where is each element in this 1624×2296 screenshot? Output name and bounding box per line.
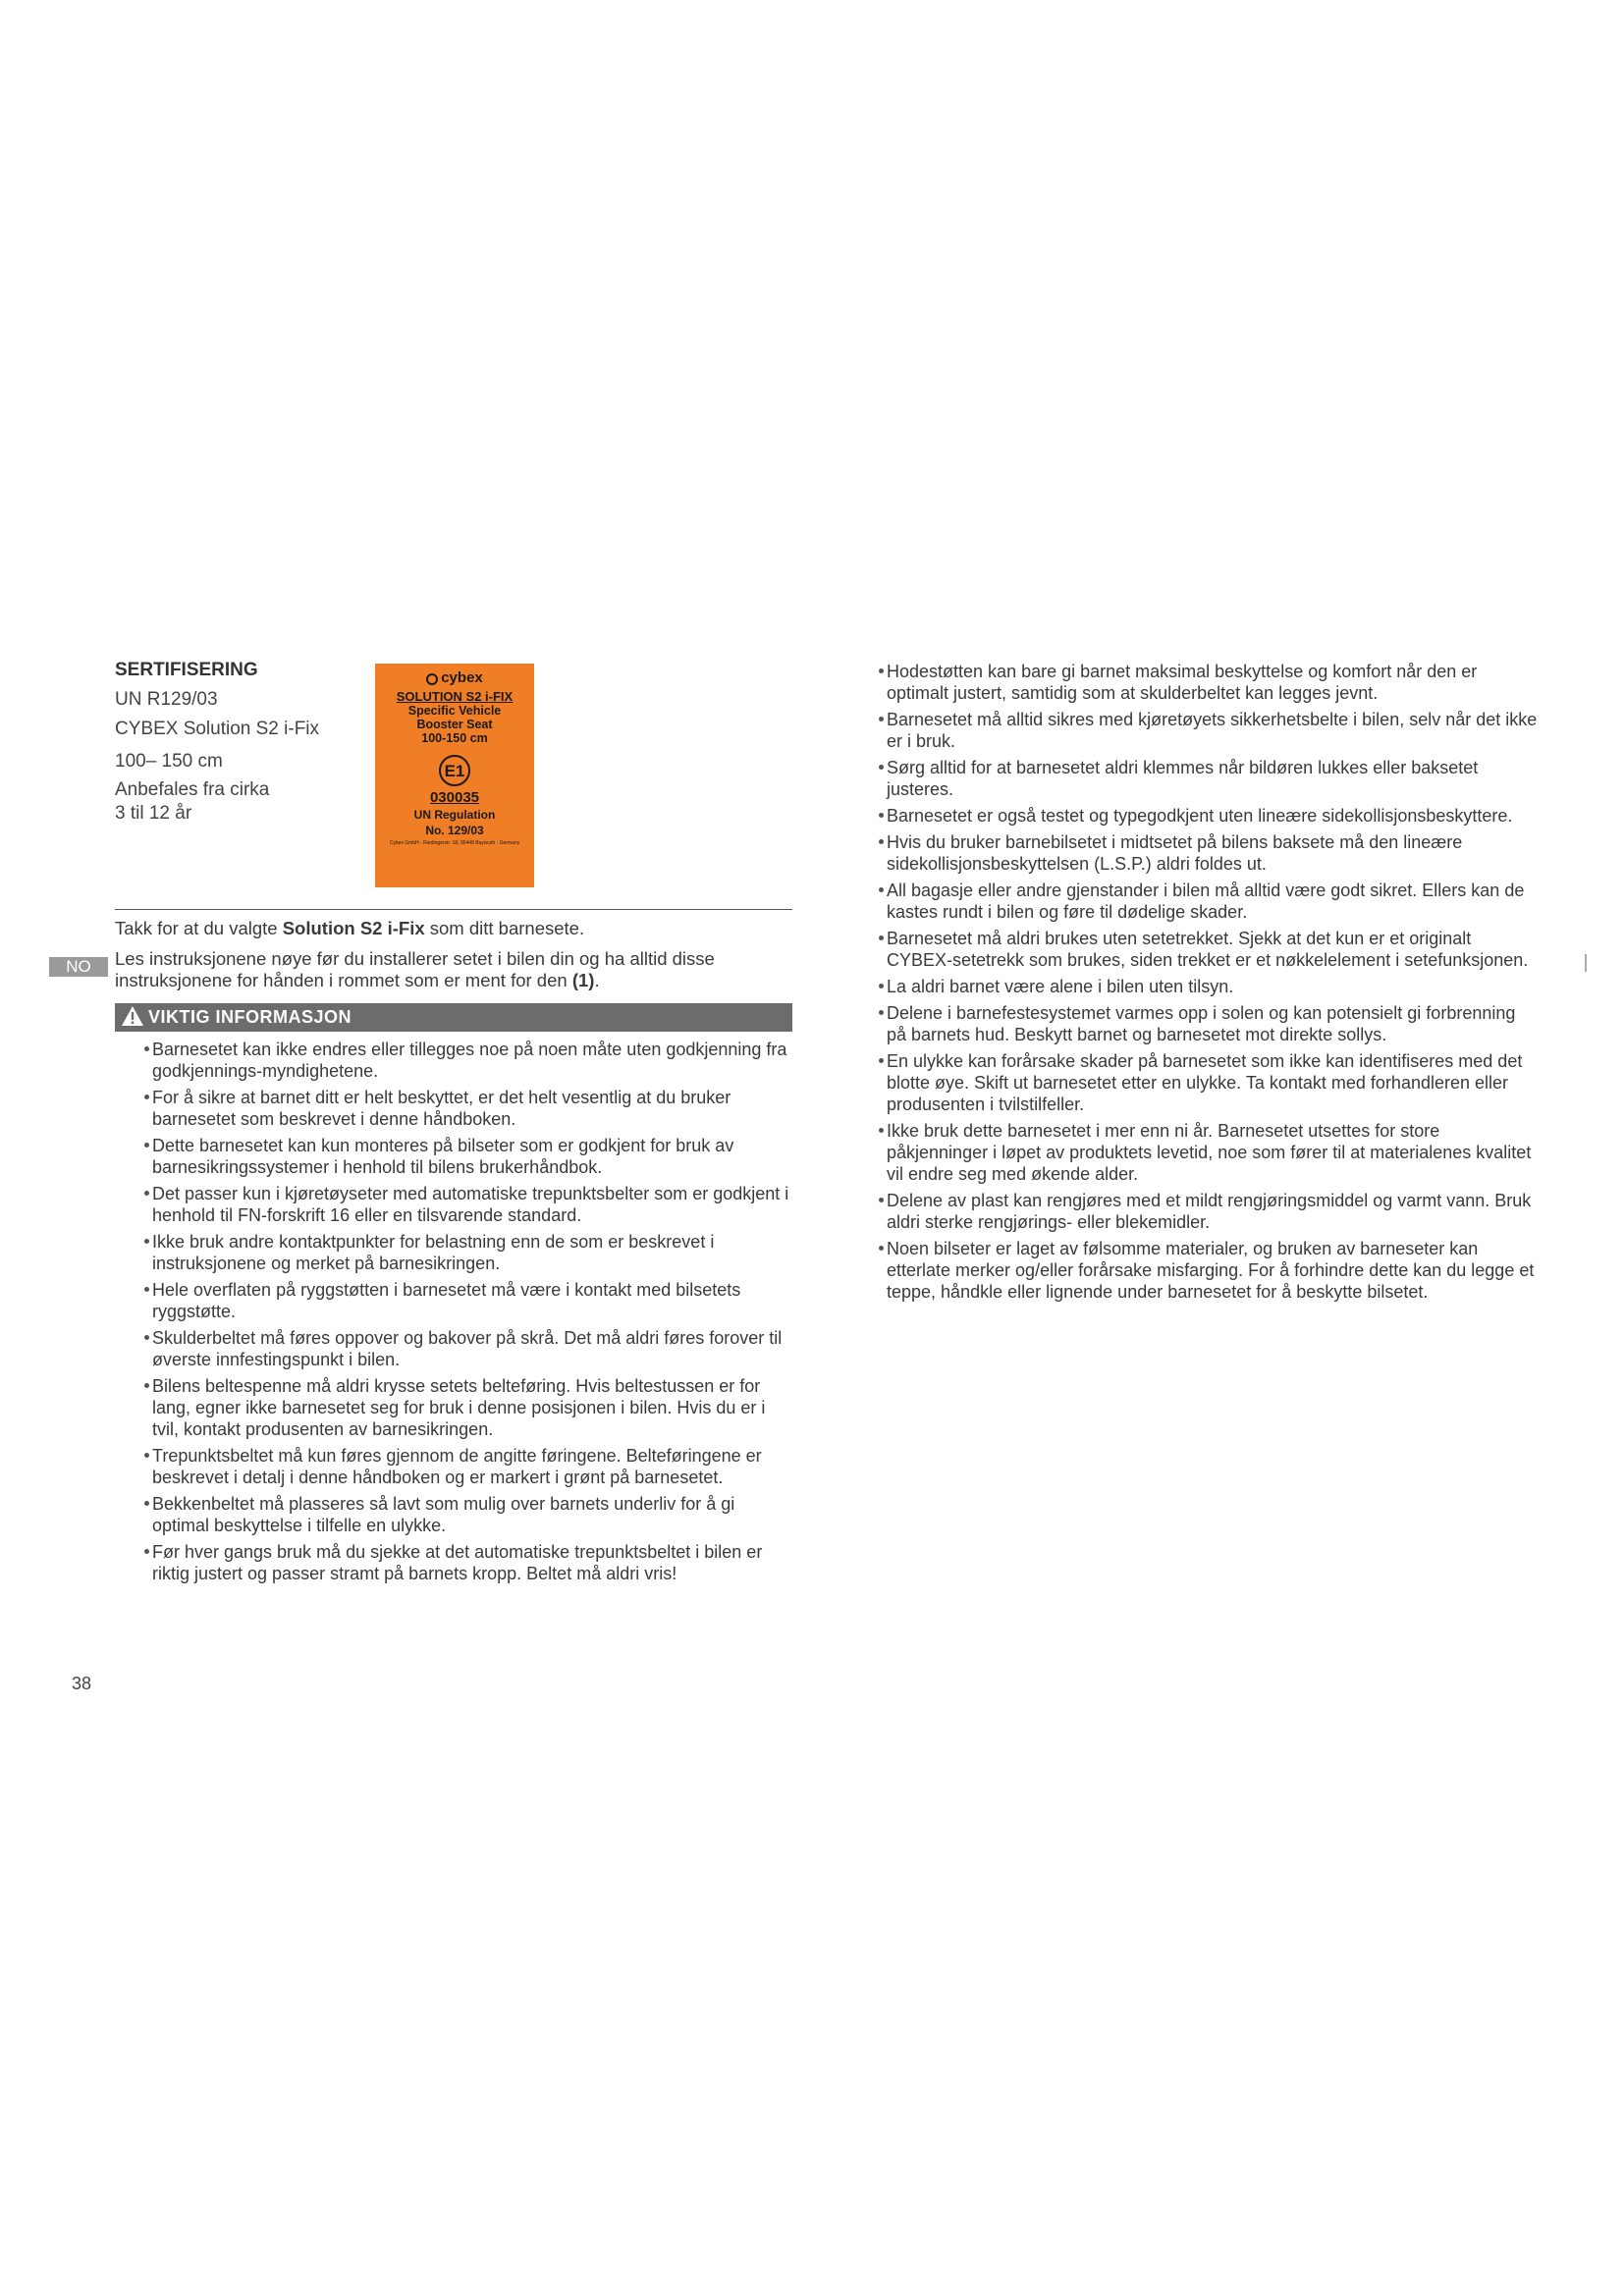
list-item: Barnesetet kan ikke endres eller tillegges noe på noen måte uten godkjenning fra godkjennings-myndighetene.: [137, 1039, 795, 1082]
language-badge: NO: [49, 957, 108, 977]
thanks-line: [115, 918, 802, 939]
read-instructions-line2: [115, 970, 802, 991]
approval-label-line3: 100-150 cm: [421, 731, 488, 745]
margin-tab-marker: [1585, 954, 1587, 972]
read-instructions-prefix: instruksjonene for hånden i rommet som er ment for den: [115, 970, 572, 990]
list-item: Hodestøtten kan bare gi barnet maksimal beskyttelse og komfort når den er optimalt justert, samtidig som at skulderbeltet kan legges jevnt.: [872, 661, 1540, 704]
approval-label-line1: Specific Vehicle: [407, 704, 502, 718]
approval-fine-print: Cybex GmbH · Riedingerstr. 18, 95448 Bayreuth · Germany: [389, 840, 520, 846]
left-info-list: [137, 1039, 795, 1589]
figure-reference: (1): [571, 970, 595, 990]
certification-height-range: 100– 150 cm: [115, 751, 223, 772]
certification-recommended-line1: Anbefales fra cirka: [115, 779, 270, 800]
thanks-product: Solution S2 i-Fix: [282, 918, 425, 938]
list-item: Barnesetet må alltid sikres med kjøretøyets sikkerhetsbelte i bilen, selv når det ikke er i bruk.: [872, 709, 1540, 752]
list-item: Barnesetet er også testet og typegodkjent uten lineære sidekollisjonsbeskyttere.: [872, 805, 1540, 827]
list-item: La aldri barnet være alene i bilen uten tilsyn.: [872, 976, 1540, 997]
list-item: Delene i barnefestesystemet varmes opp i solen og kan potensielt gi forbrenning på barnets hud. Beskytt barnet og barnesetet mot direkte sollys.: [872, 1002, 1540, 1045]
important-info-title: VIKTIG INFORMASJON: [148, 1007, 352, 1027]
important-info-banner: [115, 1003, 792, 1032]
certification-regulation: UN R129/03: [115, 689, 218, 710]
approval-number: 030035: [429, 789, 480, 806]
list-item: Ikke bruk andre kontaktpunkter for belastning enn de som er beskrevet i instruksjonene og merket på barnesikringen.: [137, 1231, 795, 1274]
cybex-logo-icon: [426, 673, 438, 685]
list-item: En ulykke kan forårsake skader på barnesetet som ikke kan identifiseres med det blotte øye. Skift ut barnesetet etter en ulykke. Ta kontakt med forhandleren eller produsenten i tvilstilfeller.: [872, 1050, 1540, 1115]
approval-label-product: SOLUTION S2 i-FIX: [396, 689, 514, 704]
list-item: Trepunktsbeltet må kun føres gjennom de angitte føringene. Belteføringene er beskrevet i detalj i denne håndboken og er markert i grønt på barnesetet.: [137, 1445, 795, 1488]
list-item: Bilens beltespenne må aldri krysse setets belteføring. Hvis beltestussen er for lang, egner ikke barnesetet seg for bruk i denne posisjonen i bilen. Hvis du er i tvil, kontakt produsenten av barnesikringen.: [137, 1375, 795, 1440]
list-item: For å sikre at barnet ditt er helt beskyttet, er det helt vesentlig at du bruker barnesetet som beskrevet i denne håndboken.: [137, 1087, 795, 1130]
list-item: Bekkenbeltet må plasseres så lavt som mulig over barnets underliv for å gi optimal beskyttelse i tilfelle en ulykke.: [137, 1493, 795, 1536]
list-item: Delene av plast kan rengjøres med et mildt rengjøringsmiddel og varmt vann. Bruk aldri sterke rengjørings- eller blekemidler.: [872, 1190, 1540, 1233]
certification-product: CYBEX Solution S2 i-Fix: [115, 719, 320, 739]
list-item: Før hver gangs bruk må du sjekke at det automatiske trepunktsbeltet i bilen er riktig justert og passer stramt på barnets kropp. Beltet må aldri vris!: [137, 1541, 795, 1584]
read-instructions-line1: Les instruksjonene nøye før du installerer setet i bilen din og ha alltid disse: [115, 948, 715, 969]
list-item: Skulderbeltet må føres oppover og bakover på skrå. Det må aldri føres forover til øverste innfestingspunkt i bilen.: [137, 1327, 795, 1370]
list-item: All bagasje eller andre gjenstander i bilen må alltid være godt sikret. Ellers kan de kastes rundt i bilen og føre til dødelige skader.: [872, 880, 1540, 923]
list-item: Dette barnesetet kan kun monteres på bilseter som er godkjent for bruk av barnesikringssystemer i henhold til bilens brukerhåndbok.: [137, 1135, 795, 1178]
warning-triangle-icon: [121, 1005, 144, 1036]
approval-label: [375, 664, 534, 887]
approval-regulation-number: No. 129/03: [425, 824, 484, 837]
approval-label-line2: Booster Seat: [416, 718, 493, 731]
right-info-list: [872, 661, 1540, 1308]
thanks-prefix: Takk for at du valgte: [115, 918, 283, 938]
read-instructions-suffix: .: [594, 970, 600, 990]
e-mark-icon: E1: [439, 755, 470, 786]
list-item: Det passer kun i kjøretøyseter med automatiske trepunktsbelter som er godkjent i henhold til FN-forskrift 16 eller en tilsvarende standard.: [137, 1183, 795, 1226]
list-item: Sørg alltid for at barnesetet aldri klemmes når bildøren lukkes eller baksetet justeres.: [872, 757, 1540, 800]
list-item: Ikke bruk dette barnesetet i mer enn ni år. Barnesetet utsettes for store påkjenninger i løpet av produktets levetid, noe som fører til at materialenes kvalitet vil endre seg med økende alder.: [872, 1120, 1540, 1185]
approval-regulation: UN Regulation: [413, 808, 496, 822]
thanks-suffix: som ditt barnesete.: [424, 918, 585, 938]
list-item: Barnesetet må aldri brukes uten setetrekket. Sjekk at det kun er et originalt CYBEX-setetrekk som brukes, siden trekket er et nøkkelelement i setefunksjonen.: [872, 928, 1540, 971]
page-number: 38: [72, 1674, 92, 1693]
section-divider: [115, 909, 792, 910]
list-item: Hele overflaten på ryggstøtten i barnesetet må være i kontakt med bilsetets ryggstøtte.: [137, 1279, 795, 1322]
certification-recommended-line2: 3 til 12 år: [115, 803, 192, 824]
list-item: Hvis du bruker barnebilsetet i midtsetet på bilens baksete må den lineære sidekollisjonsbeskyttelsen (L.S.P.) aldri foldes ut.: [872, 831, 1540, 875]
approval-label-brand-text: cybex: [441, 669, 483, 686]
certification-title: SERTIFISERING: [115, 660, 258, 680]
list-item: Noen bilseter er laget av følsomme materialer, og bruken av barneseter kan etterlate merker og/eller forårsake misfarging. For å forhindre dette kan du legge et teppe, håndkle eller lignende under barnesetet for å beskytte bilsetet.: [872, 1238, 1540, 1303]
approval-label-brand: [375, 669, 534, 686]
